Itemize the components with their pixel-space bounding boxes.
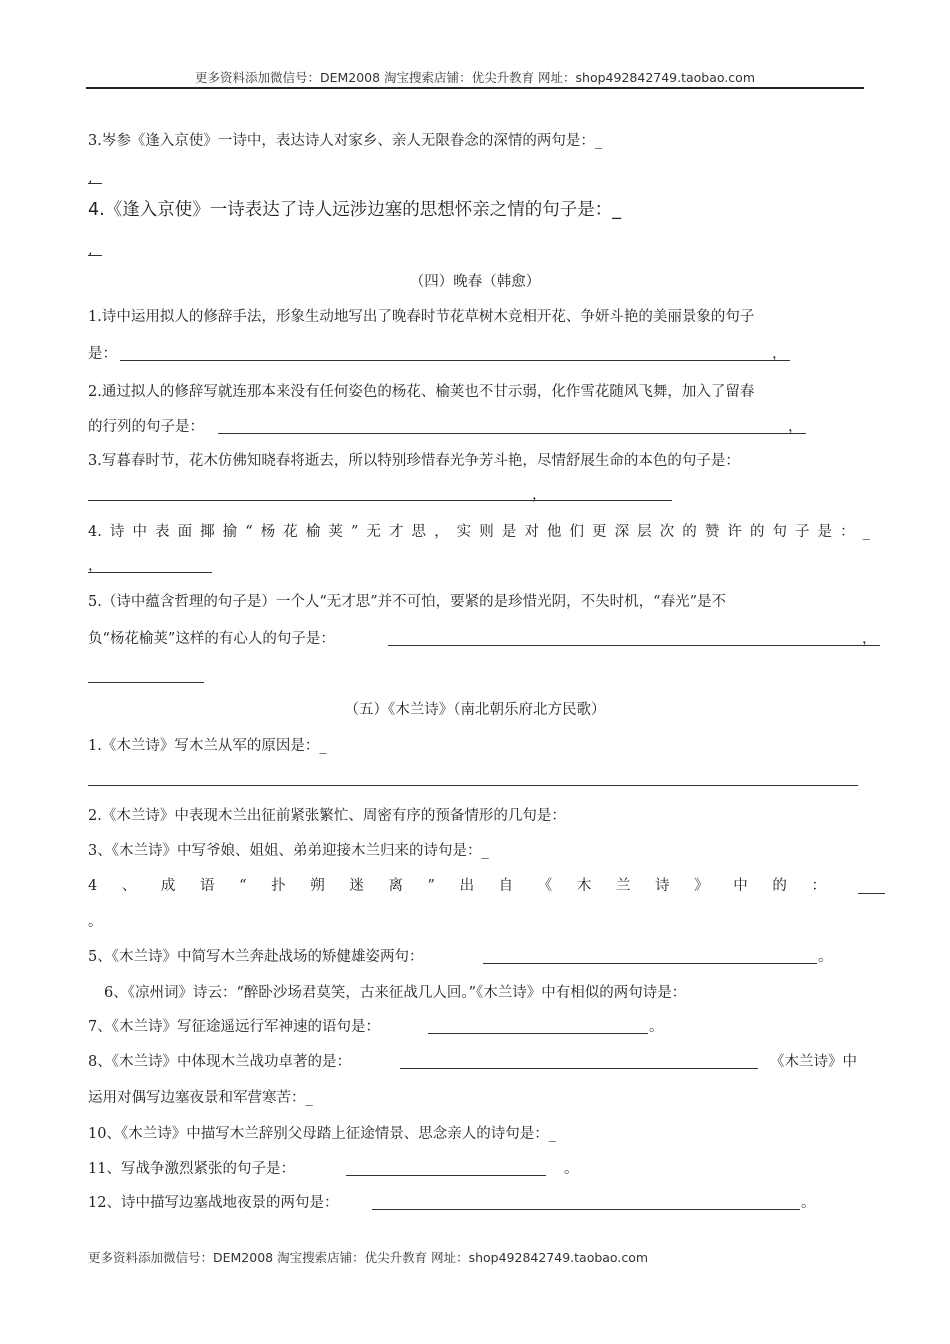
answer-blank[interactable] — [88, 572, 212, 573]
header-divider — [86, 87, 864, 89]
section-title-mulan: （五）《木兰诗》（南北朝乐府北方民歌） — [344, 702, 606, 718]
answer-blank[interactable] — [218, 433, 806, 434]
question-wanchun-2-cont: 的行列的句子是： — [88, 419, 204, 435]
question-wanchun-4: 4.诗中表面揶揄“杨花榆荚”无才思，实则是对他们更深层次的赞许的句子是：_ — [88, 524, 870, 540]
answer-blank[interactable] — [388, 645, 880, 646]
page-footer: 更多资料添加微信号：DEM2008 淘宝搜索店铺：优尖升教育 网址：shop492842749.taobao.com — [88, 1250, 649, 1265]
question-wanchun-5: 5.（诗中蕴含哲理的句子是）一个人“无才思”并不可怕，要紧的是珍惜光阴，不失时机，“春光”是不 — [88, 594, 726, 610]
answer-blank[interactable] — [400, 1068, 758, 1069]
blank-comma: ， — [788, 419, 803, 435]
page-header: 更多资料添加微信号：DEM2008 淘宝搜索店铺：优尖升教育 网址：shop492842749.taobao.com — [194, 70, 756, 85]
answer-blank[interactable] — [88, 500, 672, 501]
answer-line-feng-3: , — [88, 170, 93, 186]
question-mulan-11: 11、写战争激烈紧张的句子是： — [88, 1161, 295, 1177]
question-mulan-12: 12、诗中描写边塞战地夜景的两句是： — [88, 1195, 339, 1211]
answer-blank[interactable] — [88, 183, 102, 184]
question-mulan-2: 2.《木兰诗》中表现木兰出征前紧张繁忙、周密有序的预备情形的几句是： — [88, 808, 566, 824]
question-mulan-5: 5、《木兰诗》中简写木兰奔赴战场的矫健雄姿两句： — [88, 949, 424, 965]
question-mulan-1: 1.《木兰诗》写木兰从军的原因是：_ — [88, 738, 327, 754]
answer-blank[interactable] — [372, 1209, 800, 1210]
question-mulan-7: 7、《木兰诗》写征途遥远行军神速的语句是： — [88, 1019, 380, 1035]
question-feng-3: 3.岑参《逢入京使》一诗中，表达诗人对家乡、亲人无限眷念的深情的两句是：_ — [88, 133, 603, 149]
blank-period: 。 — [801, 1195, 816, 1211]
answer-blank[interactable] — [120, 360, 790, 361]
question-feng-4: 4.《逢入京使》一诗表达了诗人远涉边塞的思想怀亲之情的句子是：_ — [88, 200, 621, 220]
answer-blank[interactable] — [88, 682, 204, 683]
section-title-wanchun: （四）晚春（韩愈） — [409, 274, 541, 290]
blank-period: 。 — [818, 949, 833, 965]
question-mulan-4: 4、成语“扑朔迷离”出自《木兰诗》中的： — [88, 878, 826, 894]
question-wanchun-1: 1.诗中运用拟人的修辞手法，形象生动地写出了晚春时节花草树木竞相开花、争妍斗艳的美丽景象的句子 — [88, 309, 755, 325]
answer-blank[interactable] — [346, 1175, 546, 1176]
question-wanchun-1-cont: 是： — [88, 346, 117, 362]
question-wanchun-5-cont: 负“杨花榆荚”这样的有心人的句子是： — [88, 631, 335, 647]
question-wanchun-3: 3.写暮春时节，花木仿佛知晓春将逝去，所以特别珍惜春光争芳斗艳，尽情舒展生命的本色的句子是： — [88, 453, 740, 469]
question-mulan-3: 3、《木兰诗》中写爷娘、姐姐、弟弟迎接木兰归来的诗句是：_ — [88, 843, 489, 859]
answer-blank[interactable] — [483, 963, 817, 964]
question-mulan-8: 8、《木兰诗》中体现木兰战功卓著的是： — [88, 1054, 351, 1070]
blank-comma: ， — [862, 631, 877, 647]
blank-comma: ， — [772, 346, 787, 362]
question-mulan-9: 运用对偶写边塞夜景和军营寒苦：_ — [88, 1090, 313, 1106]
answer-blank[interactable] — [88, 785, 858, 786]
question-mulan-10: 10、《木兰诗》中描写木兰辞别父母踏上征途情景、思念亲人的诗句是：_ — [88, 1126, 556, 1142]
blank-comma: ， — [88, 558, 103, 574]
answer-blank[interactable] — [858, 893, 885, 894]
question-mulan-8-tail: 《木兰诗》中 — [770, 1054, 857, 1070]
question-mulan-4-end: 。 — [88, 914, 103, 930]
answer-line-feng-4: , — [88, 242, 93, 258]
answer-blank[interactable] — [428, 1033, 648, 1034]
blank-period: 。 — [649, 1019, 664, 1035]
question-wanchun-2: 2.通过拟人的修辞写就连那本来没有任何姿色的杨花、榆荚也不甘示弱，化作雪花随风飞舞，加入了留春 — [88, 384, 755, 400]
answer-blank[interactable] — [88, 255, 102, 256]
blank-period: 。 — [564, 1161, 579, 1177]
blank-comma: ， — [532, 487, 547, 503]
question-mulan-6: 6、《凉州词》诗云：“醉卧沙场君莫笑，古来征战几人回。”《木兰诗》中有相似的两句诗是： — [104, 985, 687, 1001]
